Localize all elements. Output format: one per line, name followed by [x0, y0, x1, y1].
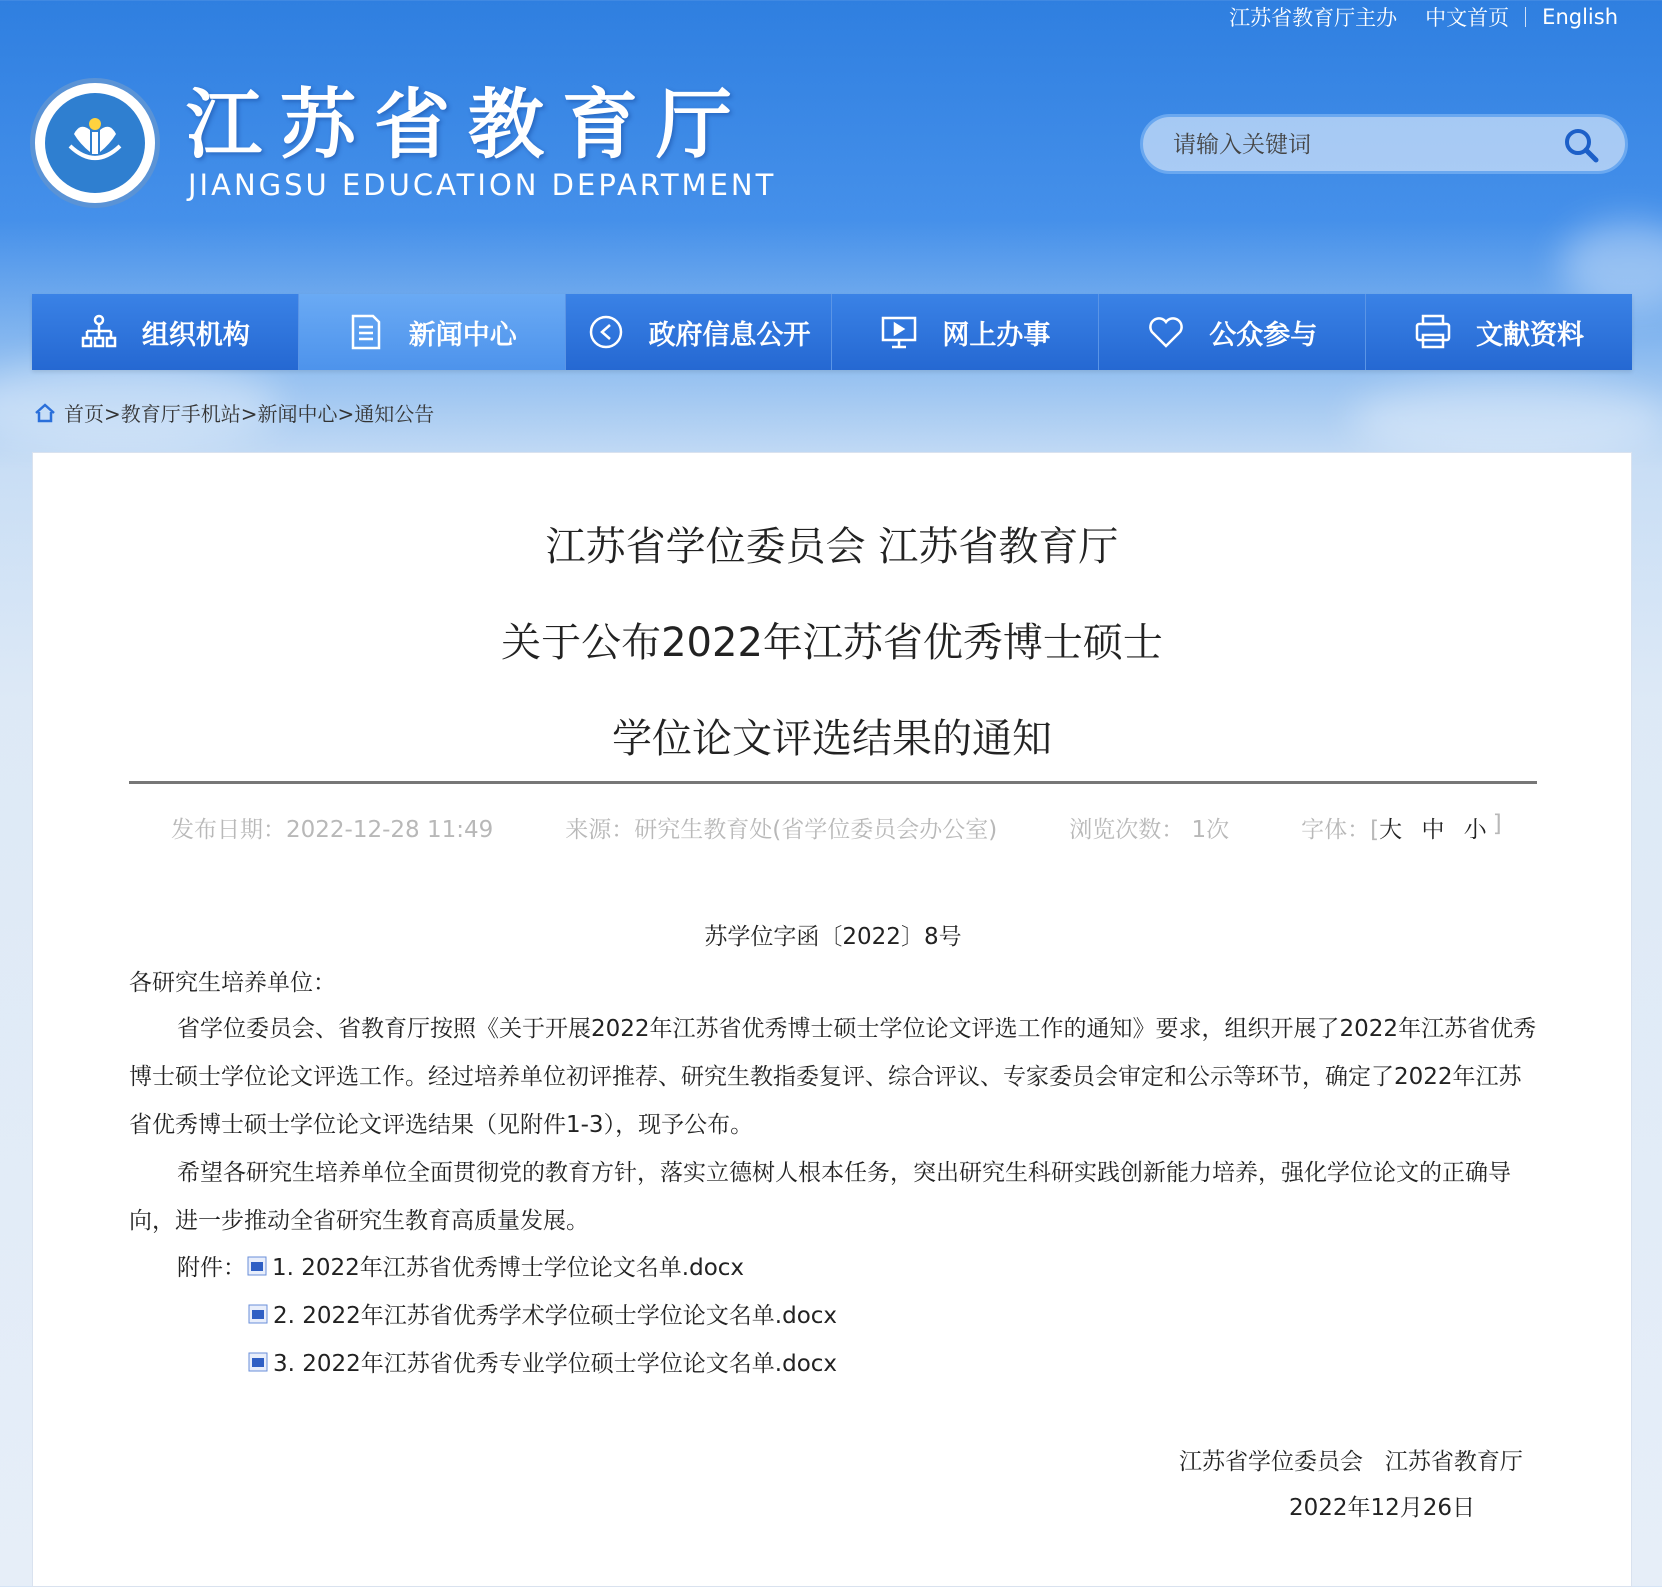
play-circle-icon: [587, 313, 625, 351]
article-panel: [32, 452, 1632, 1587]
search-box: [1140, 114, 1628, 174]
top-links: [1201, 2, 1618, 32]
search-icon[interactable]: [1563, 127, 1599, 163]
sponsor-text: 江苏省教育厅主办: [1229, 6, 1398, 30]
breadcrumb-home[interactable]: 首页>: [64, 402, 121, 426]
view-count: 浏览次数： 1次: [1069, 817, 1230, 843]
attachment-link[interactable]: 1. 2022年江苏省优秀博士学位论文名单.docx: [272, 1255, 745, 1281]
org-chart-icon: [80, 313, 118, 351]
background-cloud: [1350, 380, 1662, 460]
attachment-row: [177, 1249, 744, 1282]
site-logo[interactable]: [30, 78, 160, 208]
attachment-row: [247, 1345, 837, 1378]
chinese-home-link[interactable]: 中文首页: [1425, 6, 1510, 30]
font-size-switcher[interactable]: 大 中 小: [1379, 817, 1493, 843]
article-source: 来源：研究生教育处(省学位委员会办公室): [565, 817, 998, 843]
attachment-link[interactable]: 3. 2022年江苏省优秀专业学位硕士学位论文名单.docx: [273, 1351, 838, 1377]
nav-item-news[interactable]: [299, 294, 566, 370]
monitor-icon: [880, 313, 918, 351]
home-icon: [34, 403, 56, 423]
word-document-icon: [246, 1255, 268, 1277]
word-document-icon: [247, 1351, 269, 1373]
article-title-line-1: 江苏省学位委员会 江苏省教育厅: [545, 524, 1119, 570]
nav-item-gov-info[interactable]: [566, 294, 833, 370]
font-size-bracket: ]: [1492, 811, 1502, 837]
breadcrumb-mobile-site[interactable]: 教育厅手机站>: [120, 402, 258, 426]
attachment-link[interactable]: 2. 2022年江苏省优秀学术学位硕士学位论文名单.docx: [273, 1303, 838, 1329]
breadcrumb: [34, 398, 434, 427]
site-title-english: JIANGSU EDUCATION DEPARTMENT: [188, 168, 777, 202]
logo-emblem-icon: [45, 93, 145, 193]
nav-label: 政府信息公开: [648, 319, 811, 351]
attachment-row: [247, 1297, 837, 1330]
breadcrumb-notices[interactable]: 通知公告: [354, 402, 435, 426]
nav-item-online-services[interactable]: [832, 294, 1099, 370]
publish-date: 发布日期：2022-12-28 11:49: [171, 817, 494, 843]
document-icon: [347, 313, 385, 351]
paragraph-1: 省学位委员会、省教育厅按照《关于开展2022年江苏省优秀博士硕士学位论文评选工作的通知》要求，组织开展了2022年江苏省优秀博士硕士学位论文评选工作。经过培养单位初评推荐、研究生教指委复评、综合评议、专家委员会审定和公示等环节，确定了2022年江苏省优秀博士硕士学位论文评选结果（见附件1-3），现予公布。: [129, 1016, 1537, 1138]
signature-date: 2022年12月26日: [1289, 1495, 1476, 1521]
greeting: 各研究生培养单位：: [129, 970, 336, 996]
word-document-icon: [247, 1303, 269, 1325]
main-nav: [32, 294, 1632, 370]
article-title-line-2: 关于公布2022年江苏省优秀博士硕士: [501, 620, 1163, 666]
search-input[interactable]: [1171, 117, 1555, 173]
breadcrumb-news-center[interactable]: 新闻中心>: [257, 402, 355, 426]
nav-label: 公众参与: [1209, 319, 1318, 351]
attachments-label: 附件：: [177, 1255, 246, 1281]
site-title: 江苏省教育厅: [186, 80, 750, 169]
heart-icon: [1147, 313, 1185, 351]
nav-label: 网上办事: [942, 319, 1051, 351]
signature: 江苏省学位委员会 江苏省教育厅: [1179, 1449, 1523, 1475]
english-link[interactable]: English: [1542, 5, 1618, 29]
divider: [1525, 7, 1526, 27]
article-meta: [129, 811, 1537, 844]
nav-item-organization[interactable]: [32, 294, 299, 370]
nav-label: 新闻中心: [408, 319, 517, 351]
title-divider: [129, 781, 1537, 784]
nav-label: 组织机构: [141, 319, 250, 351]
nav-label: 文献资料: [1476, 319, 1585, 351]
nav-item-public-participation[interactable]: [1099, 294, 1366, 370]
document-number: 苏学位字函〔2022〕8号: [704, 924, 962, 950]
printer-icon: [1414, 313, 1452, 351]
font-size-label: 字体：[: [1301, 817, 1380, 843]
article-title-line-3: 学位论文评选结果的通知: [612, 716, 1052, 762]
paragraph-2: 希望各研究生培养单位全面贯彻党的教育方针，落实立德树人根本任务，突出研究生科研实践创新能力培养，强化学位论文的正确导向，进一步推动全省研究生教育高质量发展。: [129, 1160, 1511, 1234]
nav-item-documents[interactable]: [1366, 294, 1632, 370]
